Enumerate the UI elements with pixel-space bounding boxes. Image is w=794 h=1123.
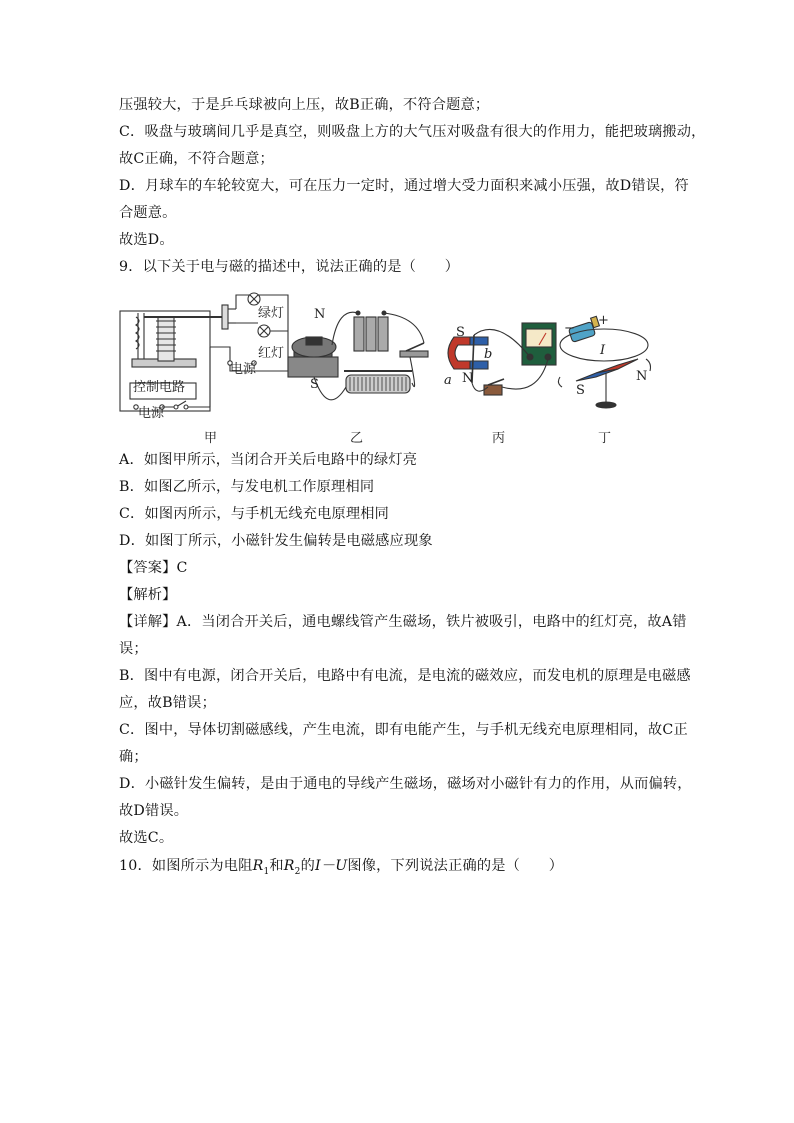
text-line: C．吸盘与玻璃间几乎是真空，则吸盘上方的大气压对吸盘有很大的作用力，能把玻璃搬动， xyxy=(119,124,706,140)
caption-bing: 丙 xyxy=(492,431,506,446)
power-label: 电源 xyxy=(230,362,257,377)
green-lamp-label: 绿灯 xyxy=(258,306,285,321)
analysis-heading: 【解析】 xyxy=(119,587,177,603)
q10-of: 的 xyxy=(300,858,315,874)
q10-prefix: 10．如图所示为电阻 xyxy=(119,858,253,874)
text-line: 故选D。 xyxy=(119,232,174,248)
question-9-figure xyxy=(118,287,678,447)
answer: 【答案】C xyxy=(119,560,188,576)
r1-subscript: 1 xyxy=(263,866,270,877)
bing-n-label: N xyxy=(462,371,474,386)
caption-yi: 乙 xyxy=(350,431,364,446)
caption-ding: 丁 xyxy=(598,431,612,446)
red-lamp-label: 红灯 xyxy=(258,346,285,361)
ding-n-label: N xyxy=(636,369,648,384)
text-line: C．图中，导体切割磁感线，产生电流，即有电能产生，与手机无线充电原理相同，故C正 xyxy=(119,722,688,738)
ding-i-label: I xyxy=(600,343,606,358)
iu-symbol: I－U xyxy=(315,858,348,874)
q10-and: 和 xyxy=(269,858,284,874)
text-line: 合题意。 xyxy=(119,205,177,221)
text-line: 压强较大，于是乒乓球被向上压，故B正确，不符合题意； xyxy=(119,97,490,113)
yi-n-label: N xyxy=(314,307,326,322)
text-line: D．月球车的车轮较宽大，可在压力一定时，通过增大受力面积来减小压强，故D错误，符 xyxy=(119,178,689,194)
r2-symbol: R xyxy=(283,858,295,874)
ding-plus-label: + xyxy=(598,313,609,328)
caption-jia: 甲 xyxy=(204,431,218,446)
r1-symbol: R xyxy=(252,858,264,874)
option-c: C．如图丙所示，与手机无线充电原理相同 xyxy=(119,506,390,522)
bing-a-label: a xyxy=(444,373,452,388)
bing-b-label: b xyxy=(484,347,493,362)
yi-s-label: S xyxy=(310,377,319,392)
bing-s-label: S xyxy=(456,325,465,340)
control-circuit-label: 控制电路 xyxy=(133,380,186,395)
text-line: 确； xyxy=(119,749,148,765)
r2-subscript: 2 xyxy=(294,866,301,877)
option-a: A．如图甲所示，当闭合开关后电路中的绿灯亮 xyxy=(119,452,418,468)
text-line: 故选C。 xyxy=(119,830,174,846)
text-line: 【详解】A．当闭合开关后，通电螺线管产生磁场，铁片被吸引，电路中的红灯亮，故A错 xyxy=(119,614,687,630)
text-line: 故C正确，不符合题意； xyxy=(119,151,274,167)
option-d: D．如图丁所示，小磁针发生偏转是电磁感应现象 xyxy=(119,533,433,549)
option-b: B．如图乙所示，与发电机工作原理相同 xyxy=(119,479,375,495)
figure-yi xyxy=(288,311,428,400)
text-line: 误； xyxy=(119,641,148,657)
text-line: 故D错误。 xyxy=(119,803,189,819)
power2-label: 电源 xyxy=(138,406,165,421)
text-line: B．图中有电源，闭合开关后，电路中有电流，是电流的磁效应，而发电机的原理是电磁感 xyxy=(119,668,691,684)
figure-svg xyxy=(118,287,678,447)
text-line: D．小磁针发生偏转，是由于通电的导线产生磁场，磁场对小磁针有力的作用，从而偏转， xyxy=(119,776,692,792)
ding-s-label: S xyxy=(576,383,585,398)
q10-suffix: 图像，下列说法正确的是（ ） xyxy=(347,858,564,874)
ding-minus-label: − xyxy=(564,321,575,336)
question-10-stem xyxy=(119,856,563,882)
text-line: 应，故B错误； xyxy=(119,695,216,711)
question-9-stem: 9．以下关于电与磁的描述中，说法正确的是（ ） xyxy=(119,259,460,275)
